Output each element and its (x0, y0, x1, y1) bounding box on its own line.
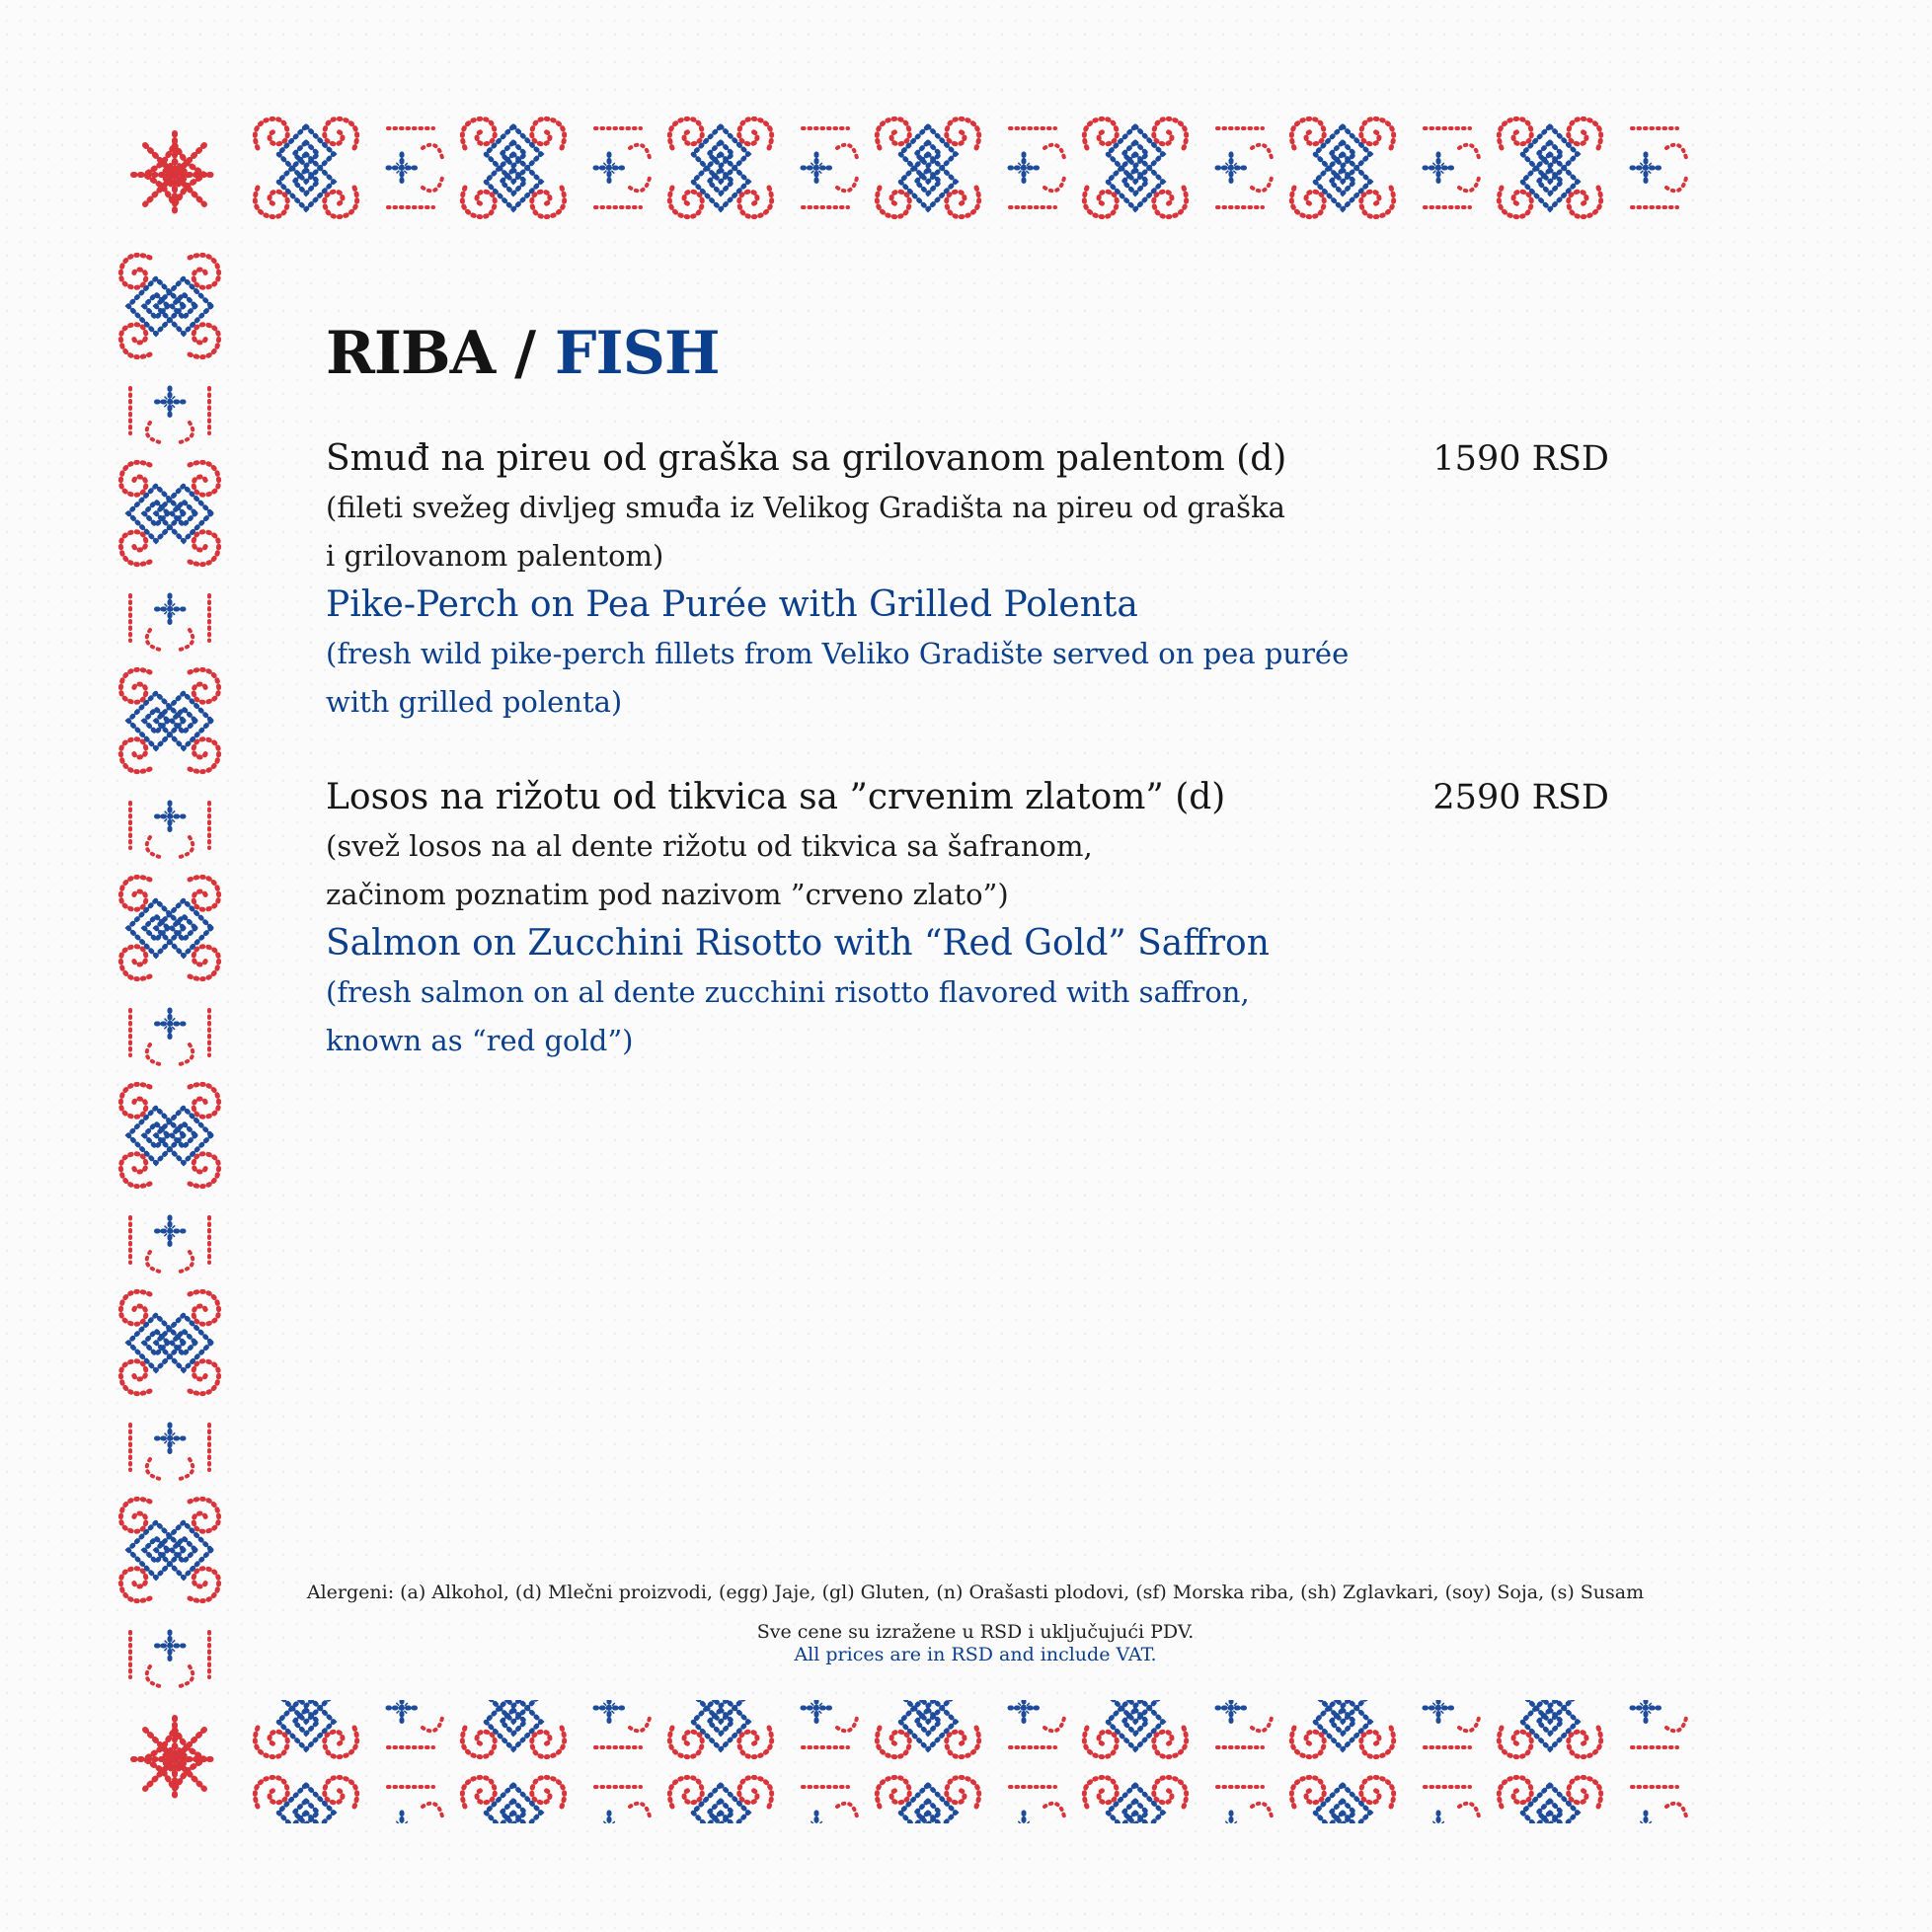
border-top (240, 109, 1693, 232)
item-price: 2590 RSD (1432, 778, 1609, 817)
item-description-english-line: (fresh salmon on al dente zucchini risotto flavored with saffron, (326, 975, 1250, 1009)
title-serbian: RIBA (326, 319, 496, 388)
menu-item (326, 434, 1609, 727)
item-description-serbian-line: i grilovanom palentom) (326, 539, 664, 573)
menu-item (326, 773, 1609, 1065)
border-bottom (240, 1700, 1693, 1823)
vat-note-english: All prices are in RSD and include VAT. (794, 1644, 1157, 1665)
item-price: 1590 RSD (1432, 439, 1609, 479)
item-name-serbian: Losos na rižotu od tikvica sa ”crvenim zlatom” (d) (326, 777, 1226, 817)
border-left (111, 240, 234, 1691)
item-description-english-line: known as “red gold”) (326, 1024, 634, 1057)
item-description-serbian-line: (fileti svežeg divljeg smuđa iz Velikog Gradišta na pireu od graška (326, 491, 1285, 524)
cross-stitch-star-icon (133, 1718, 216, 1801)
vat-note-serbian: Sve cene su izražene u RSD i uključujući PDV. (756, 1621, 1195, 1643)
item-description-english-line: with grilled polenta) (326, 685, 623, 719)
allergens-note: Alergeni: (a) Alkohol, (d) Mlečni proizvodi, (egg) Jaje, (gl) Gluten, (n) Orašasti plodovi, (sf) Morska riba, (sh) Zglavkari, (soy) Soja, (s) Susam (306, 1582, 1645, 1603)
item-description-serbian-line: začinom poznatim pod nazivom ”crveno zlato”) (326, 878, 1009, 911)
title-english: FISH (554, 319, 720, 388)
item-name-english: Pike-Perch on Pea Purée with Grilled Polenta (326, 584, 1138, 625)
item-name-english: Salmon on Zucchini Risotto with “Red Gold” Saffron (326, 923, 1270, 964)
item-name-serbian: Smuđ na pireu od graška sa grilovanom palentom (d) (326, 438, 1287, 479)
title-separator: / (514, 319, 536, 388)
item-description-english-line: (fresh wild pike-perch fillets from Veliko Gradište served on pea purée (326, 637, 1350, 670)
cross-stitch-star-icon (133, 133, 216, 216)
page-title (326, 314, 720, 393)
item-description-serbian-line: (svež losos na al dente rižotu od tikvica sa šafranom, (326, 829, 1093, 863)
